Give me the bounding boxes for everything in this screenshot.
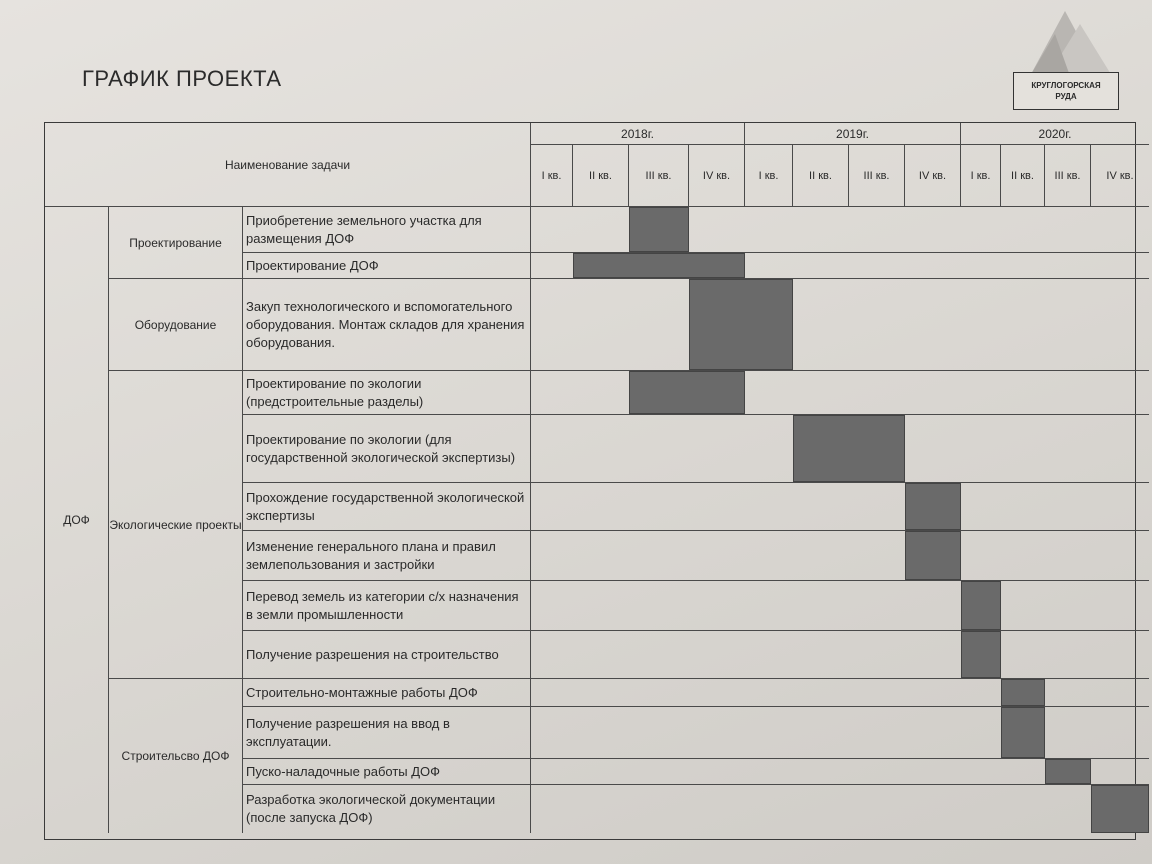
task-bar [1001, 707, 1045, 758]
task-bar [1091, 785, 1149, 833]
task-label: Прохождение государственной экологической экспертизы [243, 483, 531, 531]
timeline-lane [531, 531, 1149, 581]
timeline-lane [531, 207, 1149, 253]
timeline-lane [531, 415, 1149, 483]
timeline-lane [531, 785, 1149, 833]
task-label: Проектирование ДОФ [243, 253, 531, 279]
task-bar [629, 207, 689, 252]
page-title: ГРАФИК ПРОЕКТА [82, 66, 282, 91]
task-label: Проектирование по экологии (предстроительные разделы) [243, 371, 531, 415]
timeline-lane [531, 707, 1149, 759]
timeline-lane [531, 581, 1149, 631]
task-bar [793, 415, 905, 482]
group-label: Проектирование [109, 207, 243, 279]
task-label: Закуп технологического и вспомогательного оборудования. Монтаж складов для хранения оборудования. [243, 279, 531, 371]
quarter-header: IV кв. [1091, 145, 1149, 207]
group-label: Строительсво ДОФ [109, 679, 243, 833]
group-label: Экологические проекты [109, 371, 243, 679]
timeline-lane [531, 631, 1149, 679]
year-header: 2020г. [961, 123, 1149, 145]
task-label: Приобретение земельного участка для размещения ДОФ [243, 207, 531, 253]
task-bar [961, 631, 1001, 678]
logo-caption [1013, 72, 1119, 110]
timeline-lane [531, 679, 1149, 707]
timeline-lane [531, 371, 1149, 415]
quarter-header: II кв. [793, 145, 849, 207]
quarter-header: III кв. [849, 145, 905, 207]
group-label: Оборудование [109, 279, 243, 371]
timeline-lane [531, 759, 1149, 785]
task-bar [1045, 759, 1091, 784]
task-name-header: Наименование задачи [45, 123, 531, 207]
quarter-header: I кв. [961, 145, 1001, 207]
task-label: Строительно-монтажные работы ДОФ [243, 679, 531, 707]
year-header: 2018г. [531, 123, 745, 145]
quarter-header: II кв. [573, 145, 629, 207]
task-bar [689, 279, 793, 370]
root-group-label: ДОФ [45, 207, 109, 833]
quarter-header: IV кв. [905, 145, 961, 207]
timeline-lane [531, 483, 1149, 531]
year-header: 2019г. [745, 123, 961, 145]
timeline-lane [531, 279, 1149, 371]
quarter-header: III кв. [1045, 145, 1091, 207]
task-bar [905, 483, 961, 530]
quarter-header: III кв. [629, 145, 689, 207]
task-bar [573, 253, 745, 278]
task-bar [905, 531, 961, 580]
gantt-table [44, 122, 1136, 840]
task-bar [1001, 679, 1045, 706]
task-label: Разработка экологической документации (после запуска ДОФ) [243, 785, 531, 833]
quarter-header: I кв. [745, 145, 793, 207]
task-bar [961, 581, 1001, 630]
task-bar [629, 371, 745, 414]
quarter-header: II кв. [1001, 145, 1045, 207]
quarter-header: IV кв. [689, 145, 745, 207]
logo-line-2: РУДА [1055, 92, 1077, 101]
task-label: Изменение генерального плана и правил землепользования и застройки [243, 531, 531, 581]
task-label: Пуско-наладочные работы ДОФ [243, 759, 531, 785]
task-label: Перевод земель из категории с/х назначения в земли промышленности [243, 581, 531, 631]
task-label: Проектирование по экологии (для государственной экологической экспертизы) [243, 415, 531, 483]
task-label: Получение разрешения на ввод в эксплуатации. [243, 707, 531, 759]
logo-line-1: КРУГЛОГОРСКАЯ [1031, 81, 1101, 90]
quarter-header: I кв. [531, 145, 573, 207]
timeline-lane [531, 253, 1149, 279]
task-label: Получение разрешения на строительство [243, 631, 531, 679]
